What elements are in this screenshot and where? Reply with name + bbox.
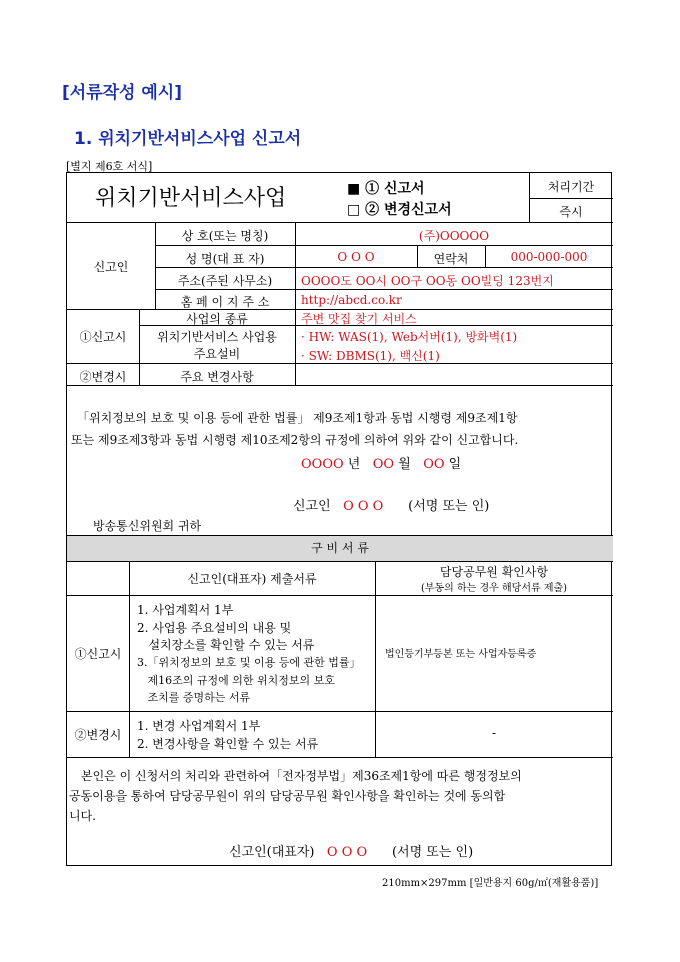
docs-change-item: 2. 변경사항을 확인할 수 있는 서류: [137, 737, 319, 751]
checkbox-unchecked[interactable]: □: [347, 202, 361, 218]
option-change[interactable]: [347, 199, 452, 219]
business-type-value: 주변 맛집 찾기 서비스: [301, 312, 417, 326]
sign-note: (서명 또는 인): [408, 499, 490, 514]
applicant-section-label: 신고인: [93, 260, 129, 274]
recipient: 방송통신위원회 귀하: [93, 519, 202, 533]
consent-line-1: 본인은 이 신청서의 처리와 관련하여「전자정부법」제36조제1항에 따른 행정정보의: [81, 769, 522, 783]
declaration-date: [301, 453, 461, 472]
documents-header: 구 비 서 류: [67, 536, 613, 561]
homepage-value: http://abcd.co.kr: [301, 293, 402, 307]
declaration-line-2: 또는 제9조제3항과 동법 시행령 제10조제2항의 규정에 의하여 위와 같이 신고합니다.: [71, 433, 519, 447]
section-title: 1. 위치기반서비스사업 신고서: [74, 129, 302, 149]
change-items-label: 주요 변경사항: [180, 370, 254, 384]
date-day-unit: 일: [448, 457, 462, 472]
option-report[interactable]: [347, 178, 425, 198]
company-name-label: 상 호(또는 명칭): [181, 229, 269, 243]
rule: [67, 561, 613, 562]
consent-sign-note: (서명 또는 인): [391, 845, 474, 860]
docs-report-item: 1. 사업계획서 1부: [137, 603, 234, 617]
checkbox-checked[interactable]: ■: [347, 181, 361, 197]
address-value: OOOO도 OO시 OO구 OO동 OO빌딩 123번지: [301, 274, 554, 288]
docs-report-item: 조치를 증명하는 서류: [137, 691, 251, 704]
declaration-line-1: 「위치정보의 보호 및 이용 등에 관한 법률」 제9조제1항과 동법 시행령 제9조제1항: [77, 411, 518, 425]
rule: [295, 309, 296, 385]
official-check-header: 담당공무원 확인사항: [439, 565, 549, 579]
consent-line-3: 니다.: [69, 809, 96, 823]
rule: [529, 198, 613, 199]
date-month-unit: 월: [398, 457, 411, 472]
equipment-label-1: 위치기반서비스 사업용: [157, 330, 277, 344]
report-section-label: ①신고시: [79, 330, 127, 344]
processing-period-value: 즉시: [559, 205, 583, 219]
change-section-label: ②변경시: [79, 370, 127, 384]
submission-docs-header: 신고인(대표자) 제출서류: [187, 572, 317, 586]
signer-label: 신고인: [293, 499, 331, 514]
representative-value: O O O: [337, 250, 375, 264]
declaration-signature: [293, 495, 489, 514]
equipment-sw: · SW: DBMS(1), 백신(1): [301, 349, 440, 363]
rule: [155, 289, 613, 290]
company-name-value: (주)OOOOO: [418, 229, 490, 243]
date-day: OO: [423, 457, 445, 472]
docs-change-check: -: [491, 726, 497, 740]
paper-spec: 210mm×297mm [일반용지 60g/㎡(재활용품)]: [382, 878, 599, 889]
processing-period-label: 처리기간: [547, 180, 595, 194]
docs-report-item: 3.「위치정보의 보호 및 이용 등에 관한 법률」: [137, 656, 361, 669]
representative-label: 성 명(대 표 자): [185, 252, 265, 266]
option-report-label: ① 신고서: [365, 181, 425, 197]
rule: [155, 267, 613, 268]
official-check-subheader: (부동의 하는 경우 해당서류 제출): [420, 583, 568, 594]
rule: [67, 711, 613, 712]
docs-change-label: ②변경시: [74, 728, 122, 742]
option-change-label: ② 변경신고서: [365, 202, 452, 218]
date-month: OO: [372, 457, 395, 472]
docs-report-label: ①신고시: [74, 647, 122, 661]
docs-report-item: 설치장소를 확인할 수 있는 서류: [137, 638, 315, 652]
contact-label: 연락처: [433, 252, 469, 266]
rule: [67, 757, 613, 758]
consent-signer-label: 신고인(대표자): [229, 845, 315, 860]
form-title: 위치기반서비스사업: [95, 186, 287, 211]
signer-name: O O O: [343, 499, 384, 514]
rule: [67, 385, 613, 386]
docs-report-check: 법인등기부등본 또는 사업자등록증: [385, 649, 537, 660]
equipment-hw: · HW: WAS(1), Web서버(1), 방화벽(1): [301, 330, 518, 344]
consent-signature: [229, 841, 473, 860]
business-type-label: 사업의 종류: [186, 312, 248, 326]
contact-value: 000-000-000: [510, 250, 588, 264]
page-heading: [서류작성 예시]: [62, 83, 182, 103]
consent-line-2: 공동이용을 통하여 담당공무원이 위의 담당공무원 확인사항을 확인하는 것에 동의합: [69, 789, 506, 803]
address-label: 주소(주된 사무소): [177, 274, 273, 288]
date-year-unit: 년: [347, 457, 361, 472]
consent-signer-name: O O O: [326, 845, 368, 860]
docs-report-item: 제16조의 규정에 의한 위치정보의 보호: [137, 674, 335, 687]
rule: [67, 222, 613, 223]
rule: [67, 595, 613, 596]
docs-change-item: 1. 변경 사업계획서 1부: [137, 719, 261, 733]
homepage-label: 홈 페 이 지 주 소: [180, 295, 270, 309]
date-year: OOOO: [301, 457, 344, 472]
form-number: [별지 제6호 서식]: [66, 160, 153, 173]
docs-report-item: 2. 사업용 주요설비의 내용 및: [137, 621, 292, 635]
rule: [129, 561, 130, 757]
rule: [155, 245, 613, 246]
equipment-label-2: 주요설비: [193, 347, 241, 361]
application-form: [66, 172, 612, 866]
